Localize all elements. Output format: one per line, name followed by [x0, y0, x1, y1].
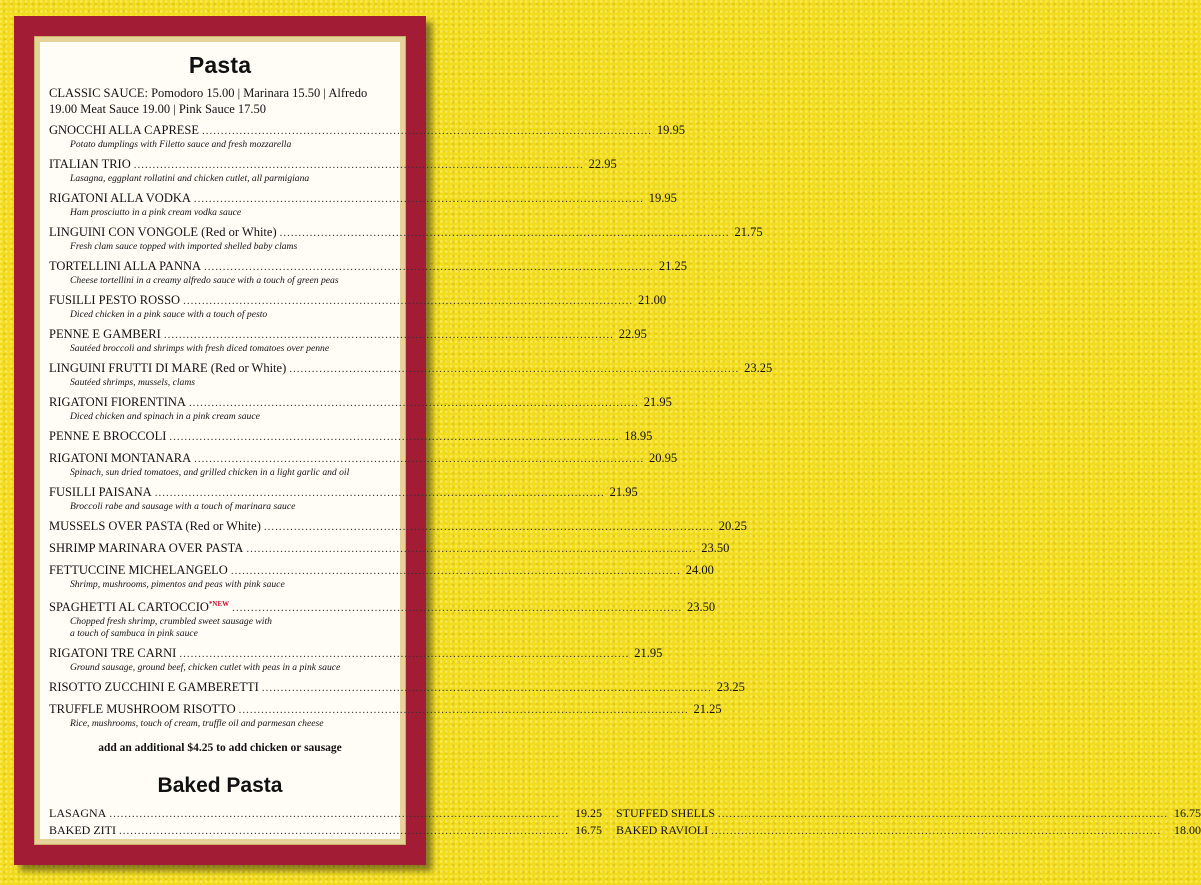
menu-item-name-text: SHRIMP MARINARA OVER PASTA — [49, 541, 244, 555]
menu-item-name — [49, 541, 243, 556]
menu-item — [49, 485, 638, 513]
menu-item-row — [49, 123, 686, 139]
pasta-item-list — [49, 123, 773, 730]
menu-item-name — [49, 563, 228, 578]
menu-item-price: 20.25 — [718, 519, 747, 533]
menu-item — [49, 361, 773, 389]
menu-frame — [14, 16, 1201, 865]
dot-leader — [164, 328, 614, 343]
menu-item-name — [49, 293, 180, 308]
classic-sauce-line: CLASSIC SAUCE: Pomodoro 15.00 | Marinara 15.50 | Alfredo 19.00 Meat Sauce 19.00 | Pink Sauce 17.50 — [49, 86, 368, 116]
dot-leader — [711, 824, 1168, 839]
menu-item — [49, 519, 747, 535]
menu-item-description: Cheese tortellini in a creamy alfredo sauce with a touch of green peas — [70, 275, 339, 286]
dot-leader — [239, 703, 689, 718]
menu-item — [49, 541, 730, 557]
menu-item-row — [49, 451, 678, 467]
menu-item-name-text: LINGUINI CON VONGOLE (Red or White) — [49, 225, 277, 239]
menu-item-description: Sautéed broccoli and shrimps with fresh diced tomatoes over penne — [70, 343, 330, 354]
dot-leader — [179, 647, 629, 662]
menu-item — [49, 293, 667, 321]
menu-item-price: 18.95 — [624, 429, 653, 443]
menu-item — [49, 157, 617, 185]
menu-item-name-text: PENNE E BROCCOLI — [49, 429, 167, 443]
menu-item-name-text: SPAGHETTI AL CARTOCCIO — [49, 600, 209, 615]
menu-item-row — [49, 395, 672, 411]
menu-item-row — [49, 680, 745, 696]
dot-leader — [169, 430, 619, 445]
menu-item — [49, 395, 672, 423]
menu-item-row — [49, 259, 688, 275]
baked-item-price: 18.00 — [1174, 823, 1201, 838]
menu-item-name — [49, 485, 152, 500]
baked-item — [616, 806, 1201, 822]
menu-item-price: 21.95 — [609, 485, 638, 499]
menu-item-row — [49, 191, 677, 207]
menu-item-price: 23.50 — [687, 600, 716, 615]
dot-leader — [202, 124, 652, 139]
new-badge: *NEW — [208, 600, 230, 608]
dot-leader — [264, 520, 714, 535]
menu-item-name — [49, 429, 166, 444]
baked-item-price: 16.75 — [1174, 806, 1201, 821]
menu-item-name-text: TORTELLINI ALLA PANNA — [49, 259, 202, 273]
menu-item-description: Rice, mushrooms, touch of cream, truffle oil and parmesan cheese — [70, 718, 324, 730]
menu-item-description: Chopped fresh shrimp, crumbled sweet sausage with a touch of sambuca in pink sauce — [70, 616, 272, 640]
dot-leader — [194, 452, 644, 467]
menu-item-description: Potato dumplings with Filetto sauce and fresh mozzarella — [70, 139, 292, 150]
menu-item — [49, 680, 745, 696]
menu-mat — [34, 36, 1201, 845]
dot-leader — [246, 542, 696, 557]
menu-item-row — [49, 293, 667, 309]
menu-item-row — [49, 597, 716, 616]
menu-item-name-text: RIGATONI MONTANARA — [49, 451, 192, 465]
dot-leader — [183, 294, 633, 309]
menu-item-price: 23.25 — [716, 680, 745, 695]
menu-item-name-text: FUSILLI PESTO ROSSO — [49, 293, 181, 307]
menu-item-name — [49, 702, 236, 717]
menu-item-name-text: GNOCCHI ALLA CAPRESE — [49, 123, 200, 137]
menu-item-price: 20.95 — [649, 451, 678, 465]
menu-item — [49, 259, 688, 287]
dot-leader — [204, 260, 654, 275]
menu-item-description: Broccoli rabe and sausage with a touch of marinara sauce — [70, 501, 296, 512]
menu-item-row — [49, 541, 730, 557]
menu-item-name — [49, 259, 201, 274]
menu-item — [49, 702, 722, 730]
menu-item-name-text: MUSSELS OVER PASTA (Red or White) — [49, 519, 261, 533]
menu-item-row — [49, 157, 617, 173]
menu-item-name — [49, 123, 199, 138]
dot-leader — [718, 807, 1168, 822]
dot-leader — [194, 192, 644, 207]
menu-item-row — [49, 563, 714, 579]
menu-item-name-text: RISOTTO ZUCCHINI E GAMBERETTI — [49, 680, 259, 695]
menu-item-name — [49, 519, 261, 534]
menu-item-name-text: RIGATONI TRE CARNI — [49, 646, 177, 661]
menu-item-description: Diced chicken and spinach in a pink cream sauce — [70, 411, 260, 422]
dot-leader — [119, 824, 569, 839]
menu-item — [49, 225, 763, 253]
menu-item-row — [49, 519, 747, 535]
menu-item-name-text: RIGATONI FIORENTINA — [49, 395, 186, 409]
menu-panel — [40, 42, 1201, 839]
menu-item — [49, 597, 716, 640]
section-title-baked-pasta: Baked Pasta — [157, 774, 283, 798]
menu-item-description: Lasagna, eggplant rollatini and chicken cutlet, all parmigiana — [70, 173, 310, 184]
dot-leader — [134, 158, 584, 173]
menu-item-row — [49, 361, 773, 377]
dot-leader — [189, 396, 639, 411]
menu-item-price: 22.95 — [618, 327, 647, 341]
menu-item-name — [49, 646, 176, 661]
menu-item-description: Fresh clam sauce topped with imported shelled baby clams — [70, 241, 298, 252]
menu-item-name — [49, 451, 191, 466]
menu-item-name — [49, 597, 229, 615]
baked-item-name: BAKED ZITI — [49, 823, 116, 838]
menu-item — [49, 429, 653, 445]
menu-item-row — [49, 702, 722, 718]
menu-item-price: 21.00 — [637, 293, 667, 307]
menu-item-name — [49, 395, 186, 410]
menu-item-price: 21.25 — [658, 259, 688, 273]
menu-item-name-text: RIGATONI ALLA VODKA — [49, 191, 191, 205]
menu-item — [49, 191, 677, 219]
menu-item-name-text: FETTUCCINE MICHELANGELO — [49, 563, 228, 577]
baked-item-price: 16.75 — [574, 823, 602, 838]
menu-item-description: Ground sausage, ground beef, chicken cutlet with peas in a pink sauce — [70, 662, 341, 674]
menu-item — [49, 646, 663, 674]
baked-item-name: BAKED RAVIOLI — [615, 823, 709, 838]
menu-item-name-text: ITALIAN TRIO — [49, 157, 131, 171]
menu-item-name — [49, 157, 131, 172]
menu-item-name-text: FUSILLI PAISANA — [49, 485, 152, 499]
menu-item-name — [49, 680, 259, 695]
menu-item-price: 23.50 — [701, 541, 730, 555]
dot-leader — [155, 486, 605, 501]
menu-item-name-text: LINGUINI FRUTTI DI MARE (Red or White) — [49, 361, 287, 375]
menu-item — [49, 451, 678, 479]
menu-item-description: Diced chicken in a pink sauce with a touch of pesto — [70, 309, 268, 320]
dot-leader — [109, 807, 569, 822]
menu-item-description: Sautéed shrimps, mussels, clams — [70, 377, 195, 388]
menu-item-name — [49, 327, 161, 342]
menu-item-row — [49, 327, 647, 343]
baked-item-name: STUFFED SHELLS — [615, 806, 716, 821]
dot-leader — [280, 226, 730, 241]
section-title-pasta: Pasta — [188, 52, 252, 78]
menu-item-name — [49, 225, 277, 240]
menu-item-row — [49, 485, 638, 501]
menu-item — [49, 123, 686, 151]
menu-item-price: 19.95 — [648, 191, 677, 205]
menu-item-price: 21.95 — [634, 646, 663, 661]
menu-item-name — [49, 191, 191, 206]
baked-pasta-list — [49, 806, 1201, 839]
menu-item-description: Spinach, sun dried tomatoes, and grilled chicken in a light garlic and oil — [70, 467, 350, 478]
menu-item-price: 24.00 — [685, 563, 714, 577]
dot-leader — [289, 362, 739, 377]
menu-item-row — [49, 225, 763, 241]
menu-item-price: 21.25 — [693, 702, 722, 717]
dot-leader — [232, 601, 682, 616]
dot-leader — [231, 564, 681, 579]
menu-item — [49, 327, 647, 355]
baked-item — [616, 823, 1201, 839]
baked-item-name: LASAGNA — [49, 806, 107, 821]
menu-item-price: 23.25 — [744, 361, 773, 375]
menu-item-description: Shrimp, mushrooms, pimentos and peas with pink sauce — [70, 579, 285, 590]
menu-item-price: 19.95 — [656, 123, 686, 137]
menu-item-row — [49, 646, 663, 662]
baked-item — [49, 806, 602, 822]
menu-item — [49, 563, 714, 591]
baked-item-price: 19.25 — [574, 806, 602, 821]
menu-item-price: 21.75 — [734, 225, 763, 239]
menu-item-name-text: PENNE E GAMBERI — [49, 327, 161, 341]
menu-item-description: Ham prosciutto in a pink cream vodka sauce — [70, 207, 242, 218]
menu-item-row — [49, 429, 653, 445]
baked-item — [49, 823, 602, 839]
menu-item-name-text: TRUFFLE MUSHROOM RISOTTO — [49, 702, 236, 717]
addon-note: add an additional $4.25 to add chicken or sausage — [98, 742, 342, 755]
menu-item-price: 21.95 — [643, 395, 672, 409]
dot-leader — [262, 681, 712, 696]
menu-item-name — [49, 361, 286, 376]
menu-item-price: 22.95 — [588, 157, 617, 171]
